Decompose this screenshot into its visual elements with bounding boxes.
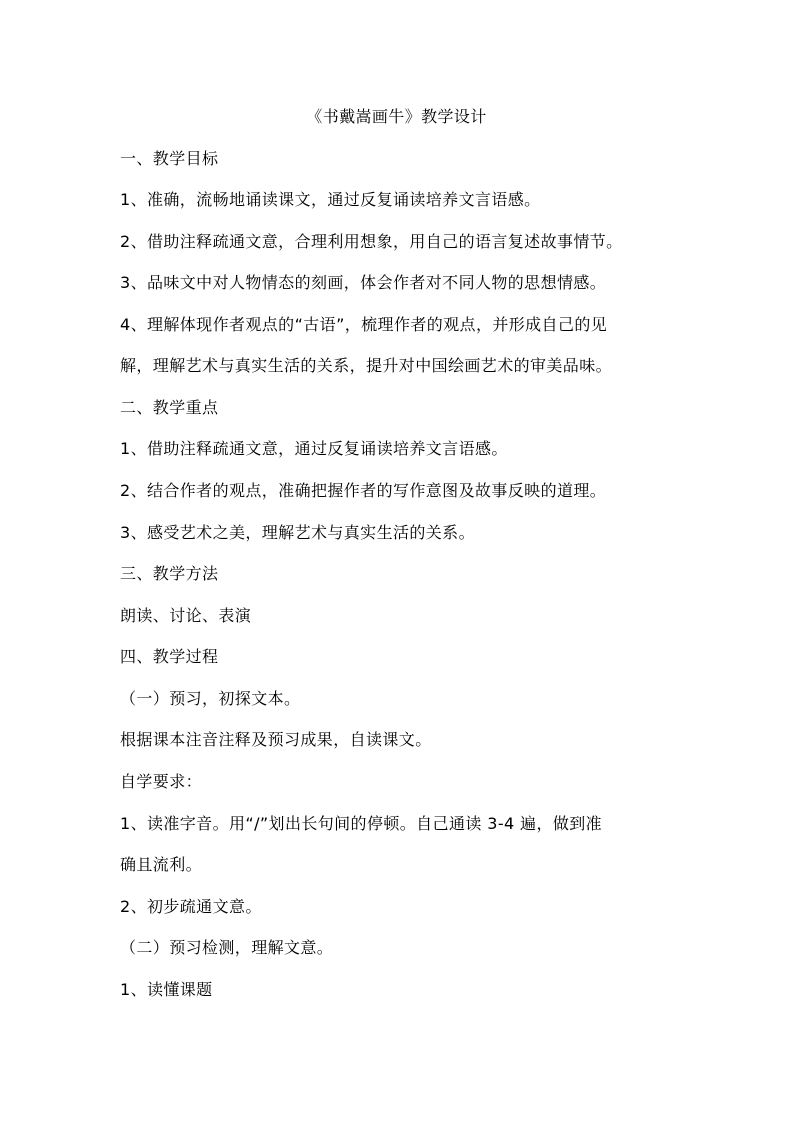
paragraph-line: 2、借助注释疏通文意，合理利用想象，用自己的语言复述故事情节。 <box>120 232 623 251</box>
paragraph-line: （二）预习检测，理解文意。 <box>120 938 334 957</box>
section-heading-methods: 三、教学方法 <box>120 564 219 583</box>
paragraph-line: 朗读、讨论、表演 <box>120 606 252 625</box>
paragraph-line: 1、读懂课题 <box>120 980 213 999</box>
paragraph-line: 1、借助注释疏通文意，通过反复诵读培养文言语感。 <box>120 439 508 458</box>
document-title: 《书戴嵩画牛》教学设计 <box>306 107 487 126</box>
section-heading-process: 四、教学过程 <box>120 647 219 666</box>
paragraph-line: 4、理解体现作者观点的“古语”，梳理作者的观点，并形成自己的见 <box>120 315 608 334</box>
paragraph-line: 1、准确，流畅地诵读课文，通过反复诵读培养文言语感。 <box>120 190 541 209</box>
paragraph-line: 2、初步疏通文意。 <box>120 897 262 916</box>
paragraph-line: 1、读准字音。用“/”划出长句间的停顿。自己通读 3-4 遍，做到准 <box>120 814 603 833</box>
paragraph-line: 3、感受艺术之美，理解艺术与真实生活的关系。 <box>120 523 475 542</box>
paragraph-line: （一）预习，初探文本。 <box>120 689 301 708</box>
paragraph-line: 2、结合作者的观点，准确把握作者的写作意图及故事反映的道理。 <box>120 481 607 500</box>
section-heading-goals: 一、教学目标 <box>120 149 219 168</box>
paragraph-line: 3、品味文中对人物情态的刻画，体会作者对不同人物的思想情感。 <box>120 273 607 292</box>
paragraph-line: 确且流利。 <box>120 855 203 874</box>
paragraph-line: 根据课本注音注释及预习成果，自读课文。 <box>120 730 432 749</box>
paragraph-line: 自学要求： <box>120 772 203 791</box>
paragraph-line: 解，理解艺术与真实生活的关系，提升对中国绘画艺术的审美品味。 <box>120 356 613 375</box>
section-heading-key-points: 二、教学重点 <box>120 398 219 417</box>
